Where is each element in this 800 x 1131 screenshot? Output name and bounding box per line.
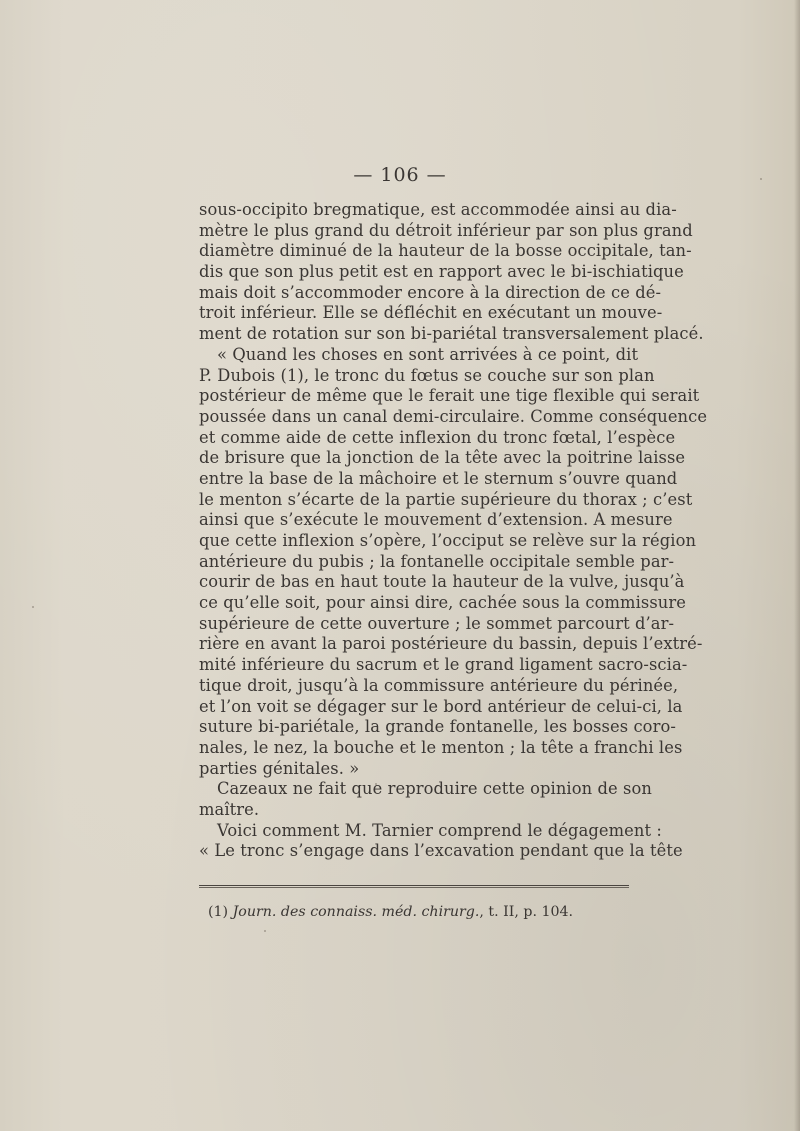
page-number-header: — 106 — <box>353 164 447 186</box>
text-line: ainsi que s’exécute le mouvement d’extension. A mesure <box>199 510 673 530</box>
footnote-reference: , t. II, p. 104. <box>479 904 574 920</box>
text-line: mité inférieure du sacrum et le grand ligament sacro-scia- <box>199 655 688 675</box>
text-line: tique droit, jusqu’à la commissure antérieure du périnée, <box>199 675 679 695</box>
text-line: mètre le plus grand du détroit inférieur par son plus grand <box>199 220 693 240</box>
text-line: et comme aide de cette inflexion du tronc fœtal, l’espèce <box>199 427 676 447</box>
text-line: et l’on voit se dégager sur le bord antérieur de celui-ci, la <box>199 696 683 716</box>
paper-speck <box>760 178 762 180</box>
paper-speck <box>375 783 377 785</box>
text-line: entre la base de la mâchoire et le sternum s’ouvre quand <box>199 468 678 488</box>
paper-speck <box>32 606 34 608</box>
body-text <box>199 200 708 862</box>
text-line: nales, le nez, la bouche et le menton ; la tête a franchi les <box>199 737 683 757</box>
text-line: ment de rotation sur son bi-pariétal transversalement placé. <box>199 324 704 344</box>
text-line: parties génitales. » <box>199 758 360 778</box>
text-line: suture bi-pariétale, la grande fontanelle, les bosses coro- <box>199 717 676 737</box>
text-line: dis que son plus petit est en rapport avec le bi-ischiatique <box>199 262 684 282</box>
text-line: sous-occipito bregmatique, est accommodée ainsi au dia- <box>199 200 677 219</box>
text-line: Cazeaux ne fait que reproduire cette opinion de son <box>217 779 652 799</box>
text-line: antérieure du pubis ; la fontanelle occipitale semble par- <box>199 551 675 571</box>
footnote-marker: (1) <box>208 904 229 920</box>
text-line: Voici comment M. Tarnier comprend le dégagement : <box>217 820 663 840</box>
text-line: supérieure de cette ouverture ; le sommet parcourt d’ar- <box>199 613 675 633</box>
text-line: maître. <box>199 799 260 819</box>
text-line: troit inférieur. Elle se défléchit en exécutant un mouve- <box>199 303 663 323</box>
text-line: de brisure que la jonction de la tête avec la poitrine laisse <box>199 448 686 468</box>
text-line: poussée dans un canal demi-circulaire. Comme conséquence <box>199 406 708 426</box>
footnote-journal: Journ. des connaiss. méd. chirurg. <box>232 904 480 920</box>
text-line: ce qu’elle soit, pour ainsi dire, cachée sous la commissure <box>199 593 686 613</box>
text-line: P. Dubois (1), le tronc du fœtus se couche sur son plan <box>199 365 655 385</box>
footnote <box>208 904 573 920</box>
footnote-rule <box>199 885 629 888</box>
text-line: rière en avant la paroi postérieure du bassin, depuis l’extré- <box>199 634 703 654</box>
text-line: mais doit s’accommoder encore à la direction de ce dé- <box>199 282 662 302</box>
text-line: postérieur de même que le ferait une tige flexible qui serait <box>199 386 700 406</box>
paper-speck <box>264 930 266 932</box>
text-line: que cette inflexion s’opère, l’occiput se relève sur la région <box>199 531 697 550</box>
text-line: le menton s’écarte de la partie supérieure du thorax ; c’est <box>199 489 693 509</box>
text-line: diamètre diminué de la hauteur de la bosse occipitale, tan- <box>199 241 692 261</box>
text-line: « Quand les choses en sont arrivées à ce point, dit <box>217 344 639 364</box>
text-line: courir de bas en haut toute la hauteur de la vulve, jusqu’à <box>199 572 685 592</box>
text-line: « Le tronc s’engage dans l’excavation pendant que la tête <box>199 841 683 861</box>
